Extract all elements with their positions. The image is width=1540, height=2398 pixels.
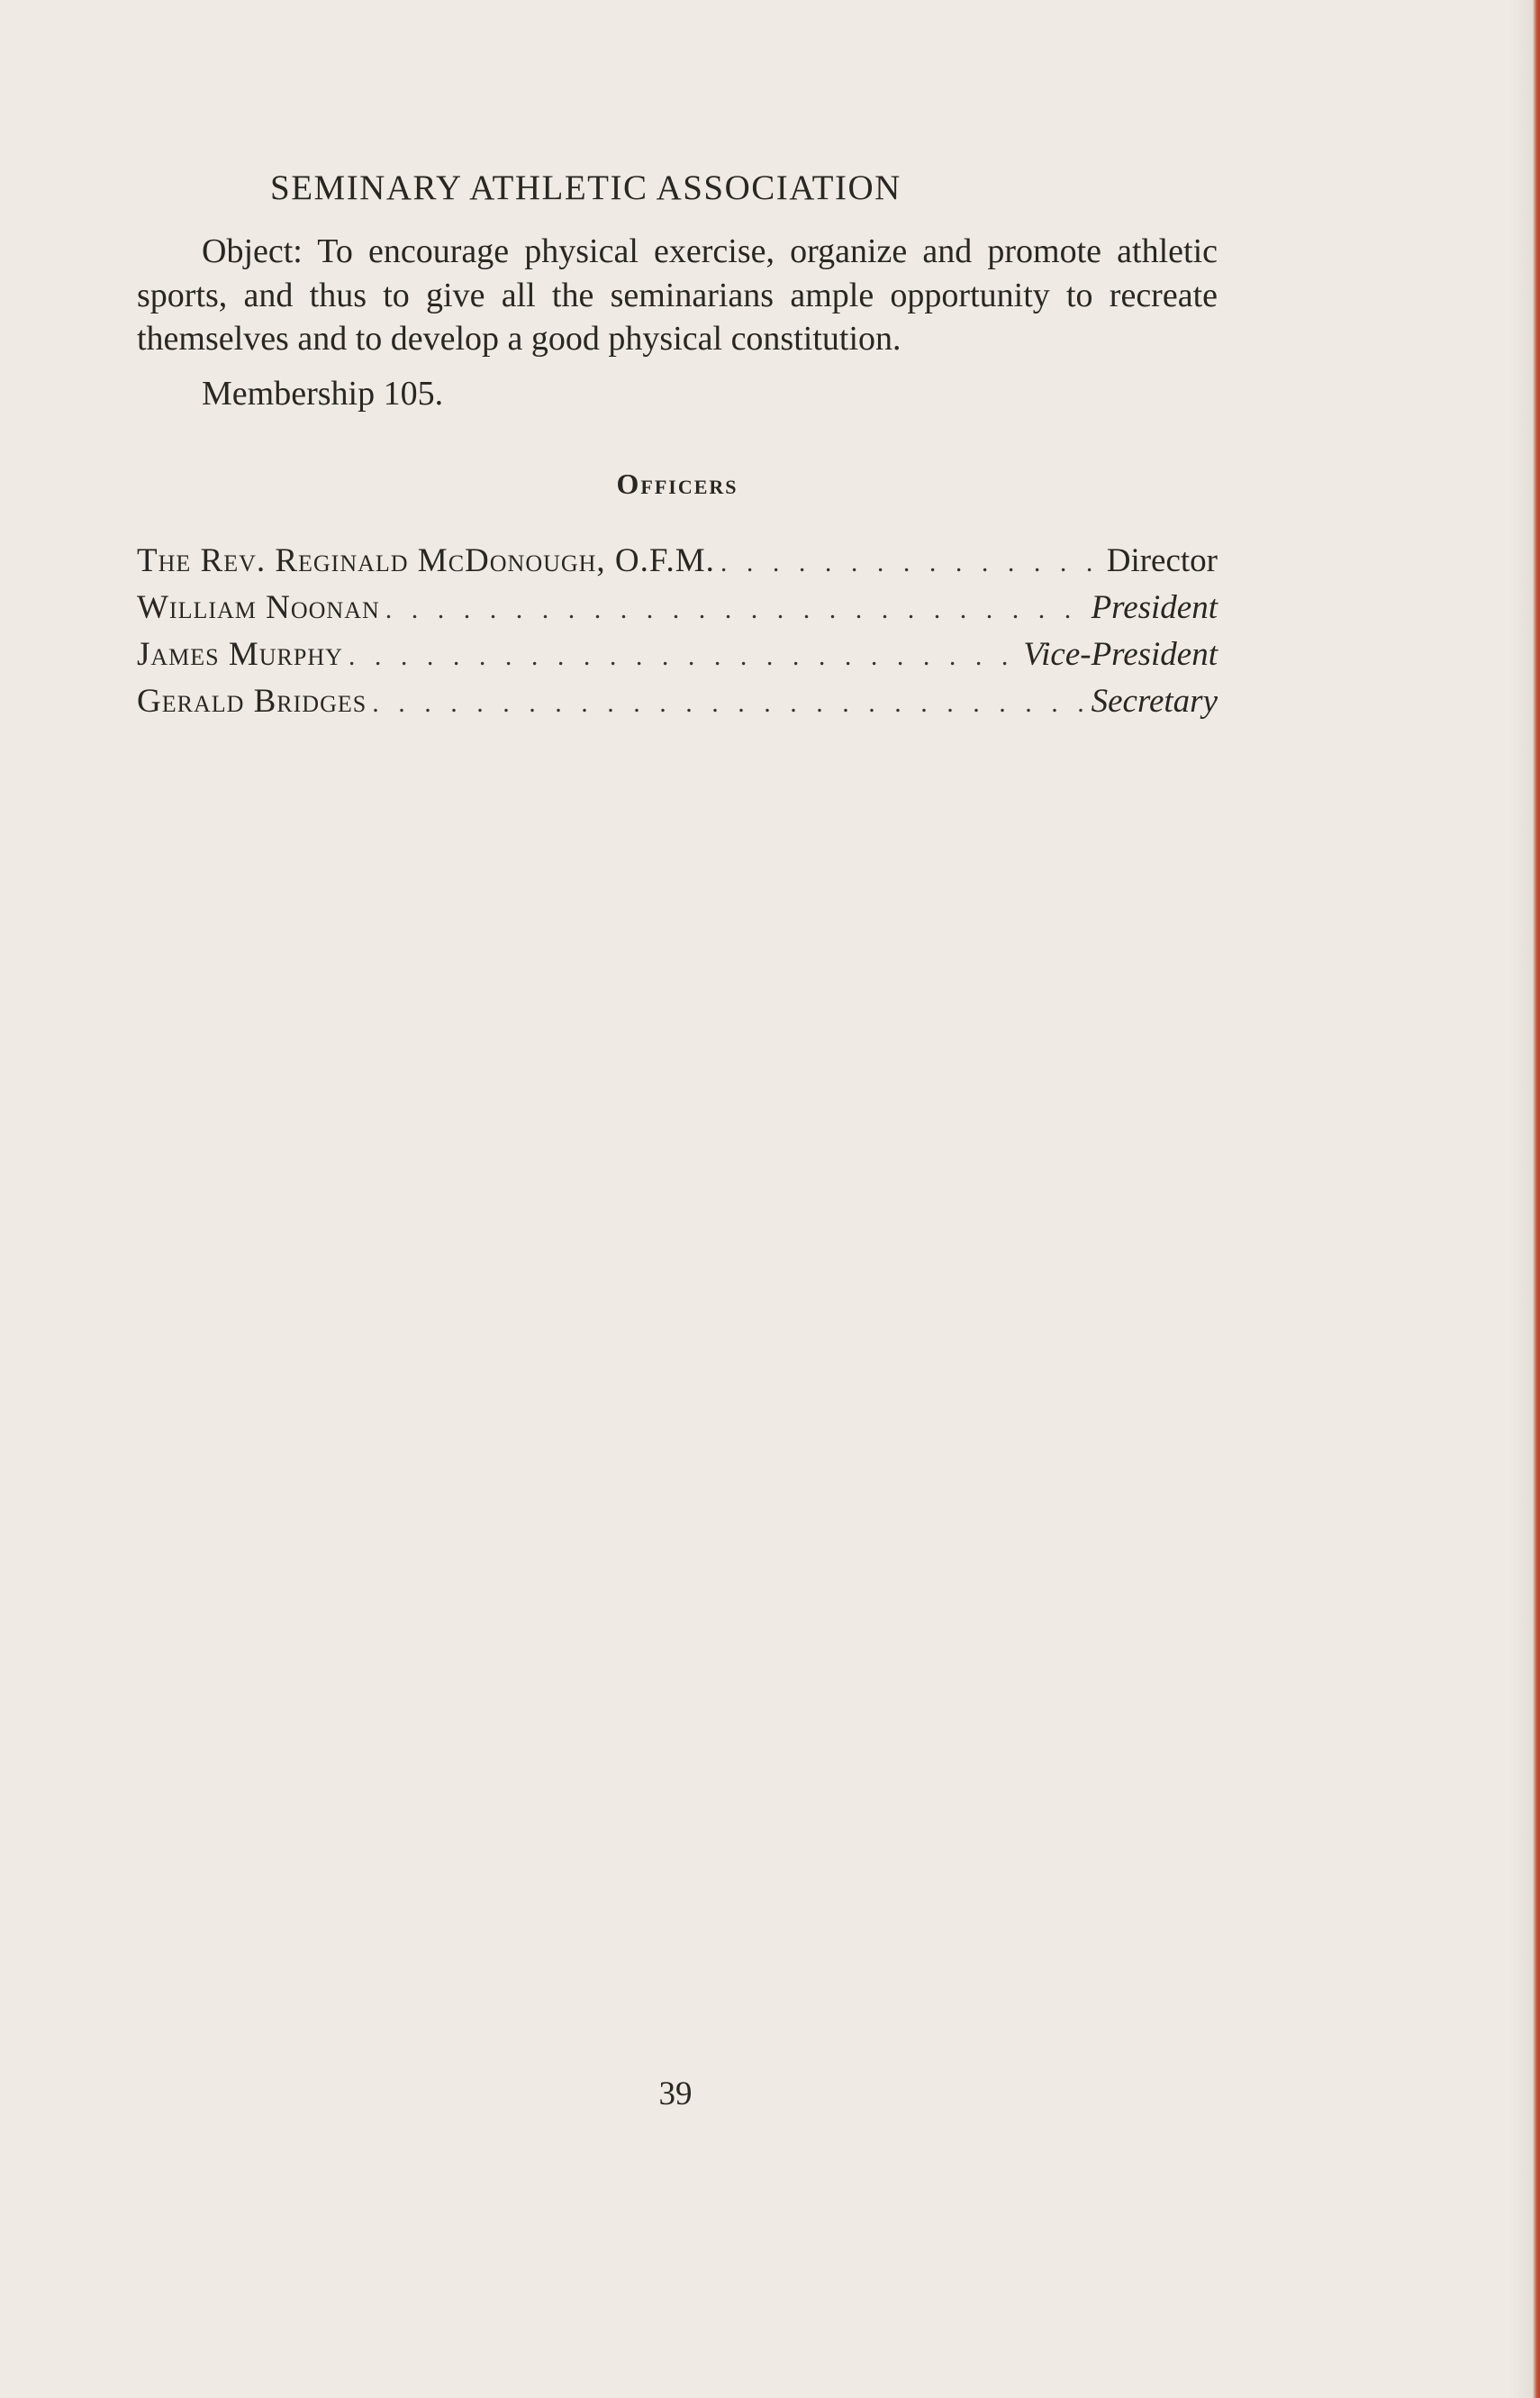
- officer-title: Secretary: [1091, 682, 1218, 720]
- officer-row-president: [137, 588, 1218, 635]
- officer-title: Vice-President: [1023, 635, 1218, 673]
- object-paragraph: Object: To encourage physical exercise, organize and promote athletic sports, and thus to give all the seminarians ample opportunity to recreate themselves and to develop a good physical constitution.: [137, 232, 1218, 358]
- officer-name: James Murphy: [137, 635, 343, 673]
- officer-name: Gerald Bridges: [137, 682, 367, 720]
- page-title: SEMINARY ATHLETIC ASSOCIATION: [270, 168, 901, 207]
- membership-count: Membership 105.: [202, 374, 444, 413]
- dot-leader: [720, 548, 1101, 578]
- page-content: [137, 167, 1218, 729]
- officer-name: William Noonan: [137, 588, 380, 626]
- dot-leader: [385, 595, 1086, 625]
- officer-name: The Rev. Reginald McDonough, O.F.M.: [137, 541, 715, 579]
- dot-leader: [372, 688, 1085, 719]
- officers-heading: Officers: [616, 467, 738, 500]
- page-edge-binding: [1533, 0, 1540, 2398]
- officer-row-director: [137, 541, 1218, 588]
- officer-title: Director: [1106, 541, 1218, 579]
- officer-title: President: [1091, 588, 1218, 626]
- officer-row-secretary: [137, 682, 1218, 729]
- page-number: 39: [658, 2076, 693, 2112]
- page-binding-shadow: [1509, 0, 1533, 2398]
- officer-row-vice-president: [137, 635, 1218, 682]
- dot-leader: [349, 641, 1018, 672]
- officers-list: [137, 541, 1218, 729]
